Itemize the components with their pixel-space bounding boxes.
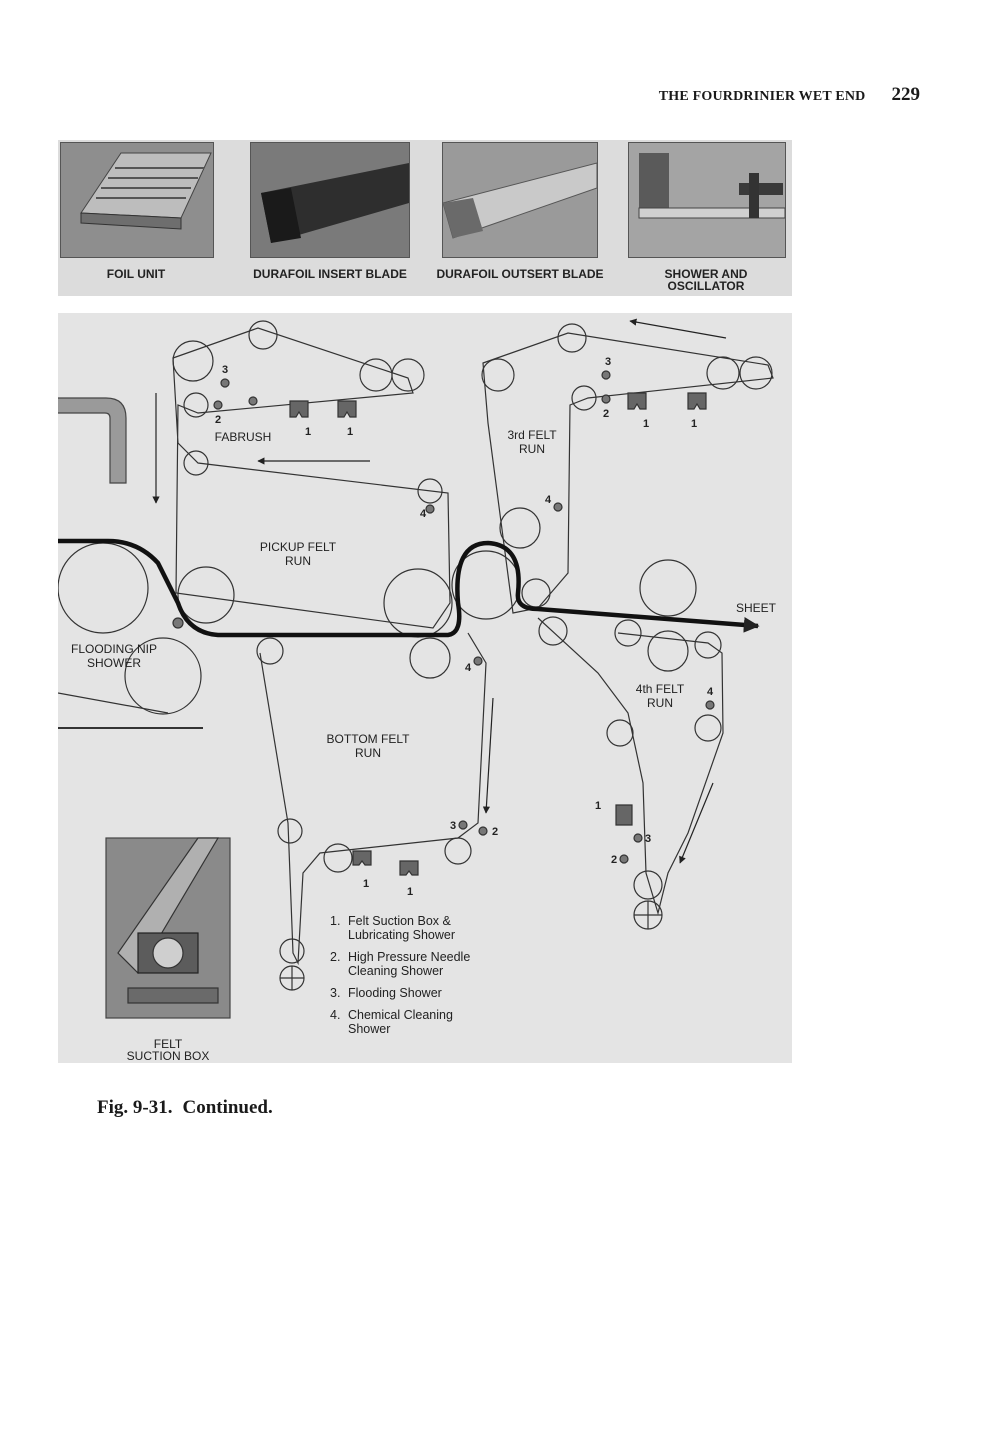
legend-2-num: 2. (330, 950, 341, 964)
fourth-felt-path (538, 618, 723, 913)
shower-icon (706, 701, 714, 709)
foil-unit-photo (60, 142, 214, 258)
felt-suction-box-label-2: SUCTION BOX (126, 1049, 210, 1063)
fourth-felt-roll (607, 720, 633, 746)
bottom-felt-roll (257, 638, 283, 664)
legend-1-line2: Lubricating Shower (348, 928, 456, 942)
running-head-title: THE FOURDRINIER WET END (658, 89, 866, 104)
third-felt-roll (500, 508, 540, 548)
shower-oscillator-label (628, 268, 784, 292)
legend-4-line2: Shower (348, 1022, 391, 1036)
marker-1: 1 (594, 800, 602, 812)
marker-1: 1 (362, 878, 370, 890)
durafoil-outsert-blade-photo (442, 142, 598, 258)
bottom-felt-run-label-2: RUN (355, 746, 381, 760)
marker-1: 1 (642, 418, 650, 430)
shower-icon (602, 395, 610, 403)
third-felt-roll (740, 357, 772, 389)
legend-1-line1: Felt Suction Box & (348, 914, 451, 928)
bottom-felt-roll (278, 819, 302, 843)
suction-box-icon (338, 401, 356, 417)
marker-4: 4 (419, 508, 427, 520)
fourth-felt-roll (695, 632, 721, 658)
pickup-felt-run-label-1: PICKUP FELT (259, 540, 337, 554)
third-felt-roll (707, 357, 739, 389)
breast-roll (58, 543, 148, 633)
shower-icon (173, 618, 183, 628)
bottom-felt-roll (324, 844, 352, 872)
fourth-felt-roll (634, 871, 662, 899)
page-number: 229 (891, 84, 920, 105)
third-felt-roll (640, 560, 696, 616)
suction-box-icon (400, 861, 418, 875)
running-head (560, 84, 920, 106)
third-felt-roll (482, 359, 514, 391)
marker-2: 2 (602, 408, 610, 420)
shower-icon (479, 827, 487, 835)
durafoil-outsert-blade-label: DURAFOIL OUTSERT BLADE (436, 267, 604, 281)
legend-1-num: 1. (330, 914, 341, 928)
third-felt-path (483, 333, 773, 613)
pickup-felt-roll (249, 321, 277, 349)
marker-2: 2 (214, 414, 222, 426)
figure-number: Fig. 9-31. (97, 1097, 173, 1118)
marker-4: 4 (464, 662, 472, 674)
sheet-label: SHEET (735, 601, 777, 615)
pickup-felt-roll (360, 359, 392, 391)
legend-4-num: 4. (330, 1008, 341, 1022)
pickup-felt-roll (184, 451, 208, 475)
felt-suction-box-label-1: FELT (153, 1037, 183, 1051)
fourth-felt-roll (695, 715, 721, 741)
pickup-felt-roll (392, 359, 424, 391)
sheet-path (58, 541, 758, 635)
marker-3: 3 (644, 833, 652, 845)
third-felt-run-label-1: 3rd FELT (507, 428, 557, 442)
photo-strip (58, 140, 792, 296)
third-felt-roll (558, 324, 586, 352)
marker-1: 1 (304, 426, 312, 438)
shower-oscillator-label-line2: OSCILLATOR (667, 279, 745, 293)
pickup-felt-roll (184, 393, 208, 417)
marker-1: 1 (406, 886, 414, 898)
suction-box-icon (688, 393, 706, 409)
shower-icon (249, 397, 257, 405)
flooding-nip-label-2: SHOWER (87, 656, 141, 670)
figure-caption (97, 1097, 283, 1119)
shower-icon (474, 657, 482, 665)
bottom-felt-run-label-1: BOTTOM FELT (326, 732, 410, 746)
bottom-felt-roll (410, 638, 450, 678)
shower-icon (214, 401, 222, 409)
legend-2-line2: Cleaning Shower (348, 964, 444, 978)
shower-oscillator-label-line1: SHOWER AND (664, 267, 748, 281)
marker-3: 3 (221, 364, 229, 376)
shower-icon (634, 834, 642, 842)
fourth-felt-roll (648, 631, 688, 671)
flooding-nip-label-1: FLOODING NIP (70, 642, 158, 656)
suction-box-icon (353, 851, 371, 865)
shower-icon (459, 821, 467, 829)
headbox-pipe (58, 398, 126, 483)
shower-icon (426, 505, 434, 513)
bottom-felt-roll (445, 838, 471, 864)
pickup-felt-roll (173, 341, 213, 381)
shower-icon (602, 371, 610, 379)
shower-icon (221, 379, 229, 387)
shower-icon (554, 503, 562, 511)
durafoil-insert-blade-label: DURAFOIL INSERT BLADE (253, 267, 407, 281)
legend-3-line1: Flooding Shower (348, 986, 442, 1000)
legend-4-line1: Chemical Cleaning (348, 1008, 453, 1022)
fabrush-label: FABRUSH (214, 430, 272, 444)
fourth-felt-run-label-1: 4th FELT (635, 682, 685, 696)
marker-2: 2 (610, 854, 618, 866)
figure-caption-text: Continued. (182, 1097, 273, 1118)
press-roll (384, 569, 452, 637)
legend-3-num: 3. (330, 986, 341, 1000)
shower-oscillator-photo (628, 142, 786, 258)
marker-3: 3 (449, 820, 457, 832)
third-felt-roll (522, 579, 550, 607)
marker-4: 4 (544, 494, 552, 506)
marker-3: 3 (604, 356, 612, 368)
marker-1: 1 (690, 418, 698, 430)
suction-box-icon (290, 401, 308, 417)
pickup-felt-path (173, 328, 450, 628)
fourth-felt-run-label-2: RUN (647, 696, 673, 710)
durafoil-insert-blade-photo (250, 142, 410, 258)
marker-1: 1 (346, 426, 354, 438)
foil-unit-label: FOIL UNIT (106, 267, 166, 281)
marker-4: 4 (706, 686, 714, 698)
felt-suction-box-photo (106, 838, 230, 1018)
third-felt-run-label-2: RUN (519, 442, 545, 456)
pickup-felt-run-label-2: RUN (285, 554, 311, 568)
marker-2: 2 (491, 826, 499, 838)
legend-2-line1: High Pressure Needle (348, 950, 471, 964)
suction-box-icon (628, 393, 646, 409)
shower-icon (620, 855, 628, 863)
felt-run-diagram (58, 313, 792, 1063)
suction-box-icon (616, 805, 632, 825)
